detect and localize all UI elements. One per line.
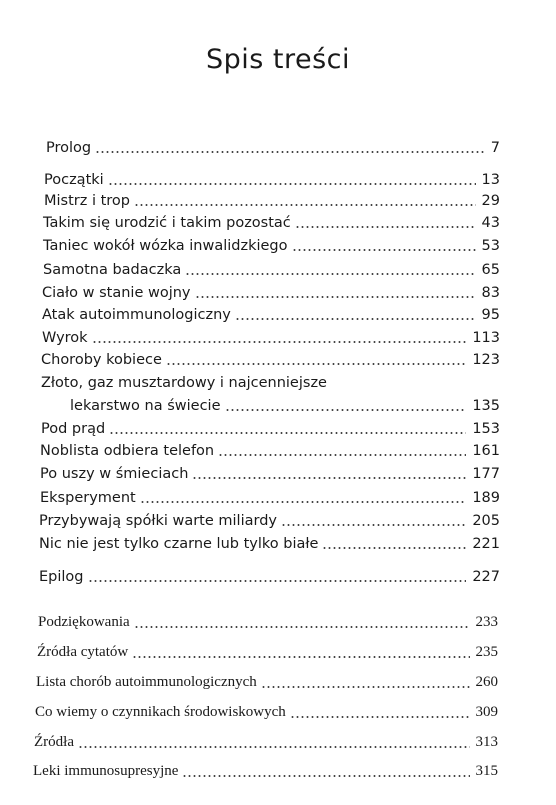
entry-title: Co wiemy o czynnikach środowiskowych bbox=[35, 704, 286, 720]
dot-leader bbox=[140, 501, 467, 503]
entry-title: Początki bbox=[44, 172, 104, 188]
dot-leader bbox=[192, 477, 466, 479]
toc-entry bbox=[40, 490, 500, 506]
toc-entry-prolog bbox=[46, 140, 500, 156]
dot-leader bbox=[134, 626, 470, 628]
toc-entry bbox=[39, 536, 500, 552]
dot-leader bbox=[218, 454, 466, 456]
dot-leader bbox=[290, 716, 470, 718]
entry-page: 221 bbox=[472, 536, 500, 552]
dot-leader bbox=[78, 746, 470, 748]
entry-title: Samotna badaczka bbox=[43, 262, 182, 278]
entry-title: Takim się urodzić i takim pozostać bbox=[43, 215, 291, 231]
entry-title: Eksperyment bbox=[40, 490, 136, 506]
toc-entry bbox=[40, 443, 500, 459]
dot-leader bbox=[225, 409, 467, 411]
entry-title: Mistrz i trop bbox=[44, 193, 131, 209]
toc-entry bbox=[40, 466, 500, 482]
appendix-entry bbox=[33, 763, 498, 780]
entry-page: 235 bbox=[475, 644, 498, 660]
entry-title: Źródła bbox=[34, 734, 74, 750]
dot-leader bbox=[292, 249, 476, 251]
toc-entry bbox=[70, 398, 500, 414]
toc-entry bbox=[42, 330, 500, 346]
entry-page: 313 bbox=[475, 734, 498, 750]
entry-page: 161 bbox=[472, 443, 500, 459]
dot-leader bbox=[322, 547, 466, 549]
entry-page: 43 bbox=[481, 215, 500, 231]
entry-title: Epilog bbox=[39, 569, 84, 585]
toc-entry bbox=[43, 238, 500, 254]
toc-entry bbox=[44, 193, 500, 209]
entry-title: lekarstwo na świecie bbox=[70, 398, 221, 414]
entry-page: 233 bbox=[475, 614, 498, 630]
toc-entry bbox=[43, 215, 500, 231]
entry-page: 13 bbox=[481, 172, 500, 188]
dot-leader bbox=[195, 296, 476, 298]
appendix-entry bbox=[38, 614, 498, 631]
entry-title: Ciało w stanie wojny bbox=[42, 285, 191, 301]
entry-page: 177 bbox=[472, 466, 500, 482]
entry-page: 113 bbox=[472, 330, 500, 346]
dot-leader bbox=[295, 226, 476, 228]
toc-entry bbox=[44, 172, 500, 188]
entry-title: Pod prąd bbox=[41, 421, 106, 437]
entry-page: 153 bbox=[472, 421, 500, 437]
entry-page: 123 bbox=[472, 352, 500, 368]
dot-leader bbox=[185, 273, 475, 275]
appendix-entry bbox=[35, 704, 498, 721]
appendix-entry bbox=[36, 674, 498, 691]
dot-leader bbox=[134, 204, 476, 206]
entry-title: Wyrok bbox=[42, 330, 88, 346]
entry-title: Po uszy w śmieciach bbox=[40, 466, 189, 482]
dot-leader bbox=[132, 656, 469, 658]
toc-entry bbox=[42, 307, 500, 323]
toc-entry bbox=[42, 285, 500, 301]
entry-title: Noblista odbiera telefon bbox=[40, 443, 215, 459]
dot-leader bbox=[109, 432, 466, 434]
entry-title: Podziękowania bbox=[38, 614, 130, 630]
entry-page: 53 bbox=[481, 238, 500, 254]
dot-leader bbox=[261, 686, 470, 688]
entry-page: 205 bbox=[472, 513, 500, 529]
toc-entry-line1: Złoto, gaz musztardowy i najcenniejsze bbox=[41, 375, 327, 391]
toc-entry-epilog bbox=[39, 569, 500, 585]
dot-leader bbox=[281, 524, 466, 526]
toc-entry bbox=[43, 262, 500, 278]
entry-page: 315 bbox=[475, 763, 498, 779]
dot-leader bbox=[235, 318, 476, 320]
entry-page: 83 bbox=[481, 285, 500, 301]
entry-title: Leki immunosupresyjne bbox=[33, 763, 179, 779]
entry-page: 227 bbox=[472, 569, 500, 585]
appendix-entry bbox=[34, 734, 498, 751]
entry-title: Przybywają spółki warte miliardy bbox=[39, 513, 277, 529]
dot-leader bbox=[95, 151, 485, 153]
entry-page: 189 bbox=[472, 490, 500, 506]
dot-leader bbox=[88, 580, 467, 582]
entry-title: Choroby kobiece bbox=[41, 352, 162, 368]
entry-title: Taniec wokół wózka inwalidzkiego bbox=[43, 238, 288, 254]
entry-page: 65 bbox=[481, 262, 500, 278]
toc-entry bbox=[41, 421, 500, 437]
entry-title: Lista chorób autoimmunologicznych bbox=[36, 674, 257, 690]
toc-entry bbox=[41, 352, 500, 368]
entry-title: Nic nie jest tylko czarne lub tylko białe bbox=[39, 536, 319, 552]
dot-leader bbox=[166, 363, 466, 365]
dot-leader bbox=[182, 775, 469, 777]
entry-page: 7 bbox=[490, 140, 500, 156]
appendix-entry bbox=[37, 644, 498, 661]
entry-page: 135 bbox=[472, 398, 500, 414]
page-title: Spis treści bbox=[205, 44, 351, 75]
dot-leader bbox=[92, 341, 467, 343]
entry-title: Atak autoimmunologiczny bbox=[42, 307, 231, 323]
entry-title: Prolog bbox=[46, 140, 92, 156]
entry-page: 29 bbox=[481, 193, 500, 209]
entry-page: 309 bbox=[475, 704, 498, 720]
toc-entry bbox=[39, 513, 500, 529]
entry-page: 260 bbox=[475, 674, 498, 690]
entry-title: Źródła cytatów bbox=[37, 644, 129, 660]
dot-leader bbox=[108, 183, 476, 185]
entry-page: 95 bbox=[481, 307, 500, 323]
